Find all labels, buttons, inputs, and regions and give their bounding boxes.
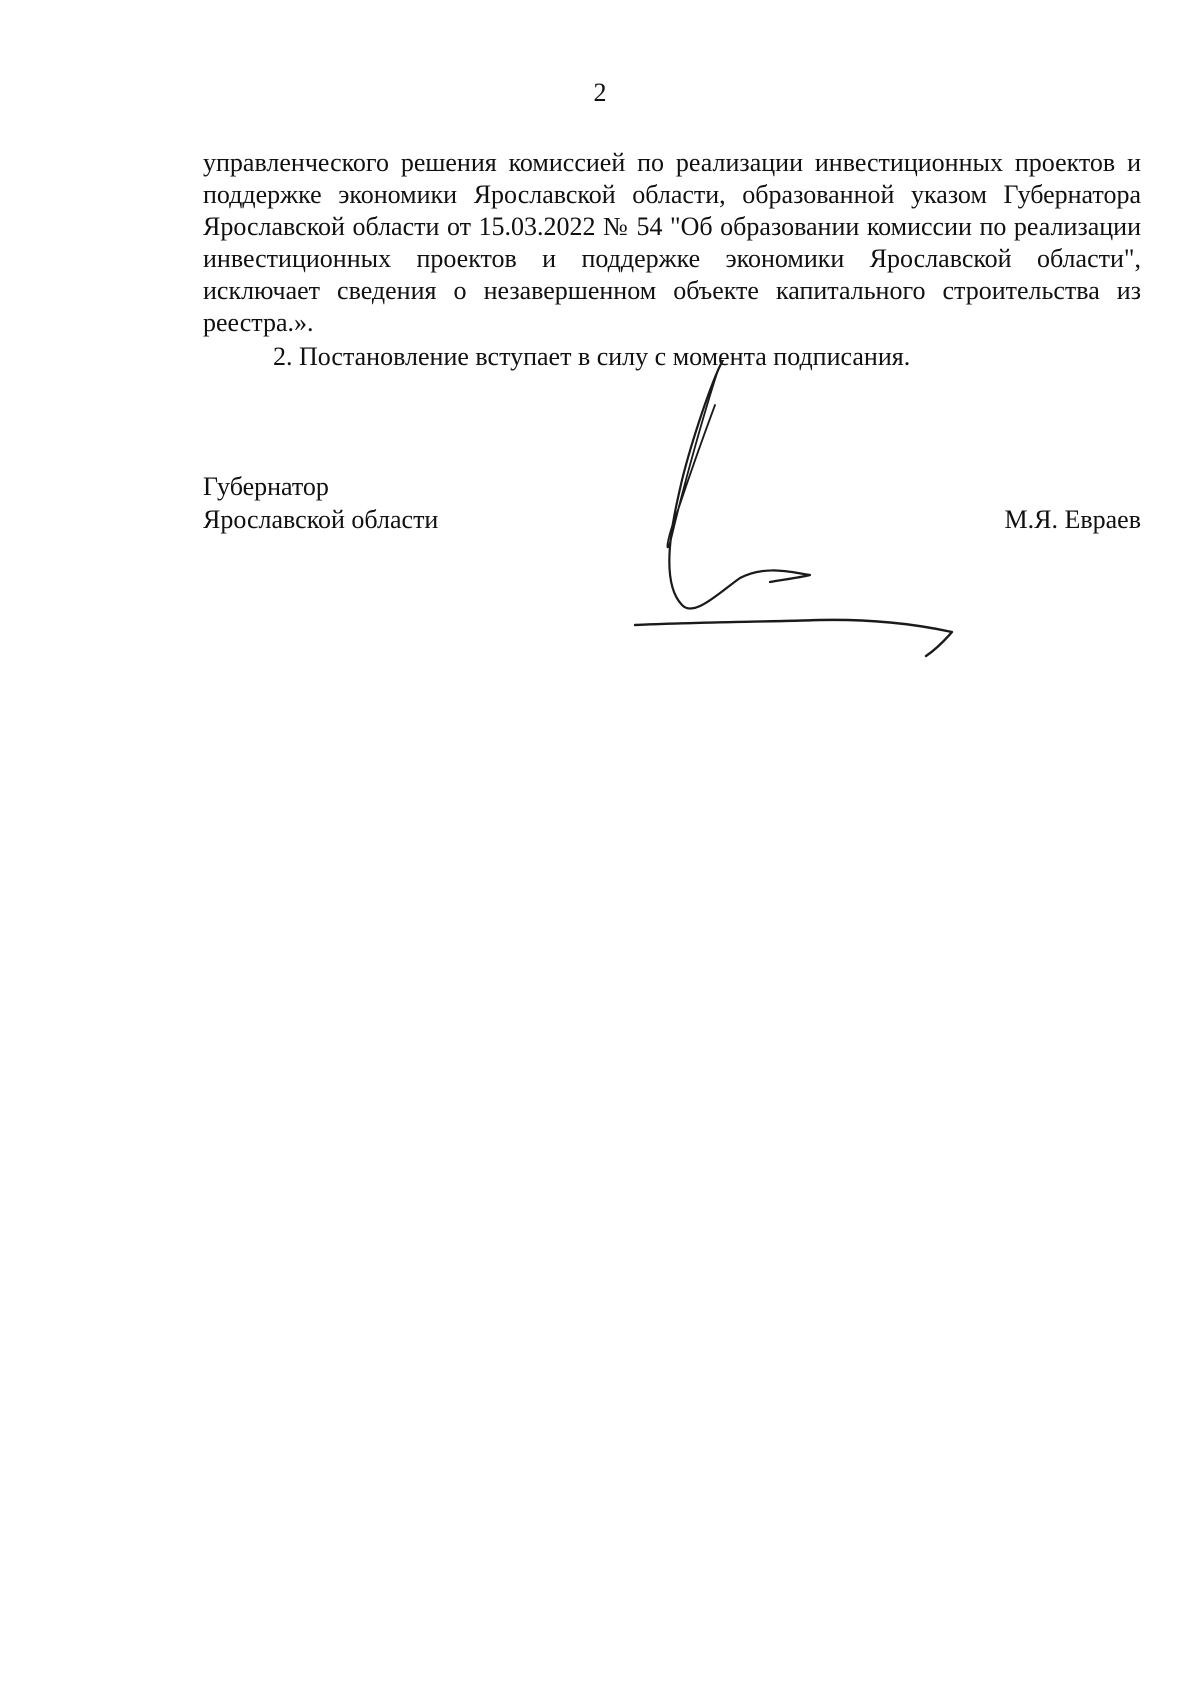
signatory-position bbox=[203, 470, 438, 536]
paragraph-item-2: 2. Постановление вступает в силу с момента подписания. bbox=[273, 342, 911, 371]
signatory-name: М.Я. Евраев bbox=[1004, 505, 1141, 534]
signatory-position-line1: Губернатор bbox=[203, 472, 329, 501]
document-body bbox=[203, 147, 1141, 373]
page-number: 2 bbox=[593, 78, 607, 107]
signatory-position-line2: Ярославской области bbox=[203, 505, 439, 534]
paragraph-continued: управленческого решения комиссией по реализации инвестиционных проектов и поддержке экономики Ярославской области, образованной указом Губернатора Ярославской области от 15.03.2022 № 54 "Об образовании комиссии по реализации инвестиционных проектов и поддержке экономики Ярославской области", исключает сведения о незавершенном объекте капитального строительства из реестра.». bbox=[203, 148, 1141, 337]
handwritten-signature bbox=[630, 360, 1030, 680]
